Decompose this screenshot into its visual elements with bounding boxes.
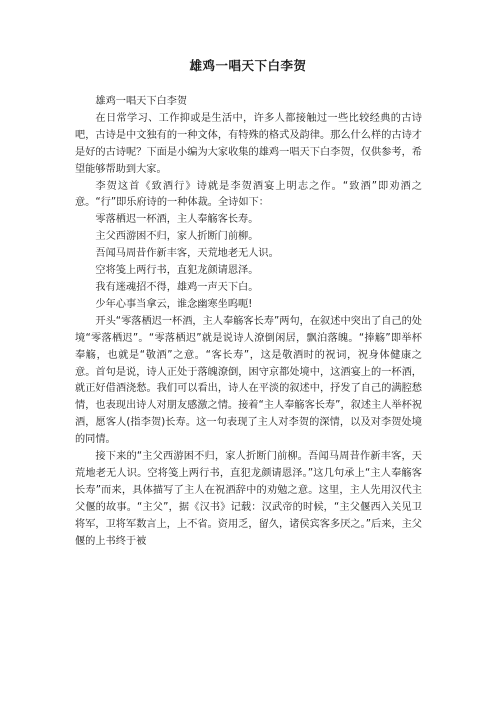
poem-line: 我有迷魂招不得，雄鸡一声天下白。 [95, 281, 259, 293]
poem-line: 少年心事当拿云，谁念幽寒坐呜呃! [95, 298, 253, 310]
poem-line: 空将笺上两行书，直犯龙颜请恩泽。 [95, 265, 259, 277]
poem-line: 零落栖迟一杯酒，主人奉觞客长寿。 [95, 214, 259, 226]
poem-line: 吾闻马周昔作新丰客，天荒地老无人识。 [95, 248, 279, 260]
paragraph-intro: 在日常学习、工作抑或是生活中，许多人都接触过一些比较经典的古诗吧，古诗是中文独有的一种文体，有特殊的格式及韵律。那么什么样的古诗才是好的古诗呢？下面是小编为大家收集的雄鸡一唱天下白李贺，仅供参考，希望能够帮助到大家。 [75, 112, 422, 175]
paragraph-analysis-2: 接下来的“主父西游困不归，家人折断门前柳。吾闻马周昔作新丰客，天荒地老无人识。空将笺上两行书，直犯龙颜请恩泽。”这几句承上“主人奉觞客长寿”而来，具体描写了主人在祝酒辞中的劝勉之意。这里，主人先用汉代主父偃的故事。“主父”，据《汉书》记载：汉武帝的时候，“主父偃西入关见卫将军，卫将军数言上，上不省。资用乏，留久，诸侯宾客多厌之。”后来，主父偃的上书终于被 [75, 451, 422, 547]
poem-line: 主父西游困不归，家人折断门前柳。 [95, 231, 259, 243]
paragraph-subtitle: 雄鸡一唱天下白李贺 [95, 96, 188, 107]
document-body [75, 94, 422, 550]
paragraph-analysis-1: 开头“零落栖迟一杯酒，主人奉觞客长寿”两句，在叙述中突出了自己的处境“零落栖迟”。“零落栖迟”就是说诗人潦倒闲居，飘泊落魄。“捧觞”即举杯奉觞，也就是“敬酒”之意。“客长寿”，这是敬酒时的祝词，祝身体健康之意。首句是说，诗人正处于落魄潦倒，困守京都处境中，这酒宴上的一杯酒，就正好借酒浇愁。我们可以看出，诗人在平淡的叙述中，抒发了自己的满腔愁情，也表现出诗人对朋友感激之情。接着“主人奉觞客长寿”，叙述主人举杯祝酒，愿客人(指李贺)长寿。这一句表现了主人对李贺的深情，以及对李贺处境的同情。 [75, 315, 422, 446]
paragraph-poem-intro: 李贺这首《致酒行》诗就是李贺酒宴上明志之作。“致酒”即劝酒之意。“行”即乐府诗的一种体裁。全诗如下： [75, 180, 422, 209]
document-title: 雄鸡一唱天下白李贺 [189, 58, 307, 73]
